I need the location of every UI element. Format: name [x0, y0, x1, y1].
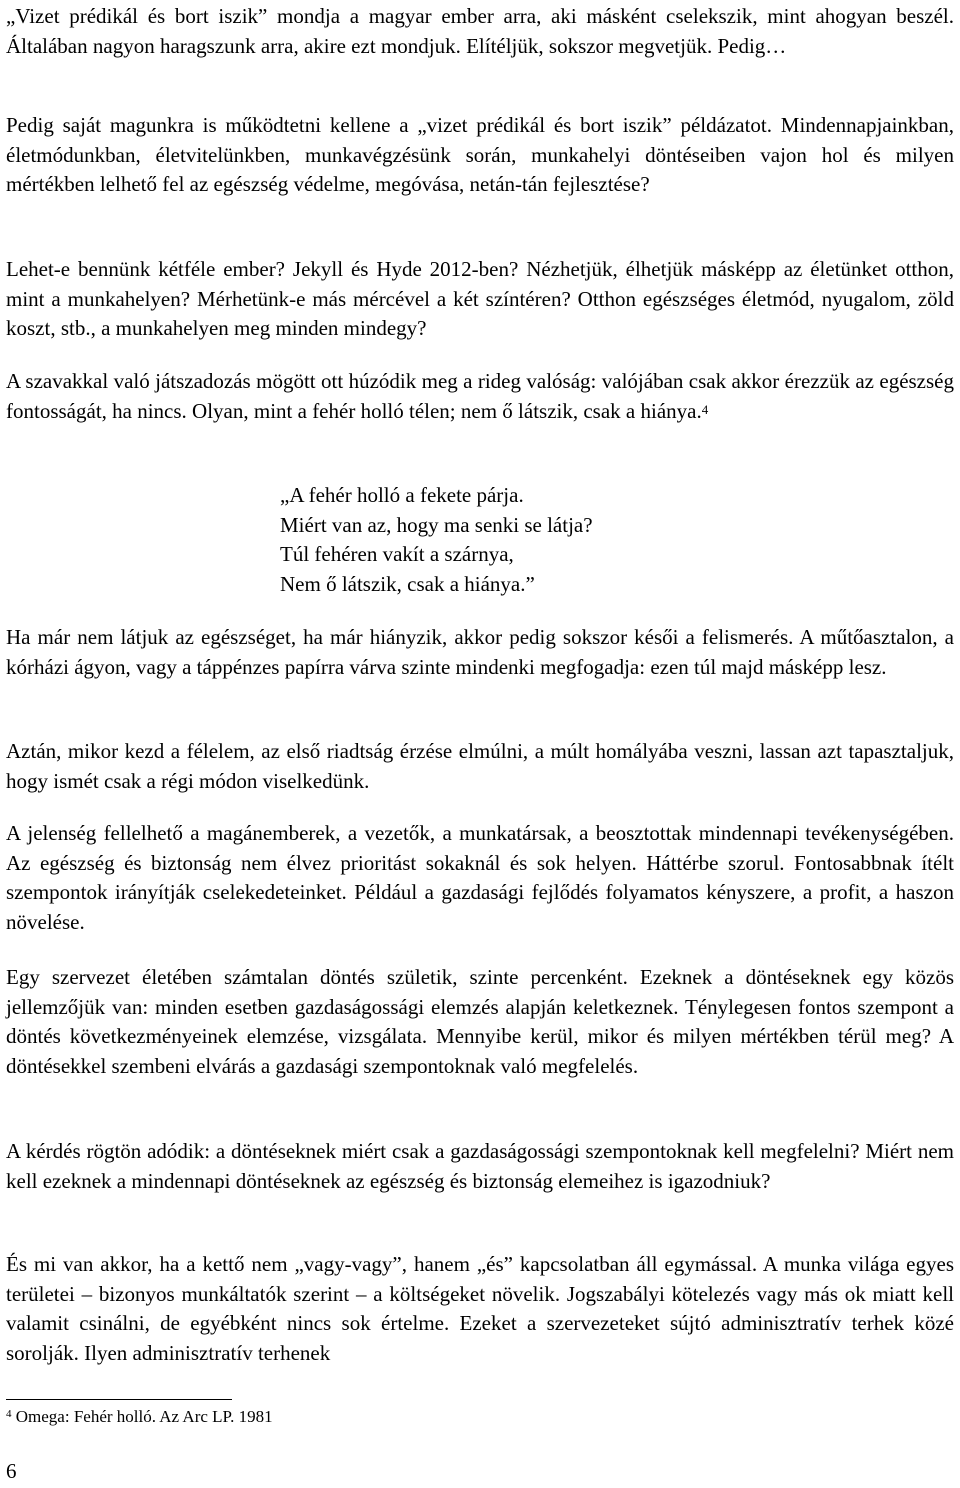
poem-line: Miért van az, hogy ma senki se látja?: [280, 512, 593, 537]
poem-quote: [280, 481, 780, 599]
footnote-text: Omega: Fehér holló. Az Arc LP. 1981: [15, 1407, 273, 1426]
page-number: 6: [6, 1459, 17, 1483]
poem-line: „A fehér holló a fekete párja.: [280, 483, 524, 507]
paragraph-9: A kérdés rögtön adódik: a döntéseknek miért csak a gazdaságossági szempontoknak kell megfelelni? Miért nem kell ezeknek a mindennapi döntéseknek az egészség és biztonság elemeihez is igazodniuk?: [6, 1139, 954, 1193]
paragraph-5: Ha már nem látjuk az egészséget, ha már hiányzik, akkor pedig sokszor késői a felismerés. A műtőasztalon, a kórházi ágyon, vagy a táppénzes papírra várva szinte mindenki megfogadja: ezen túl majd másképp lesz.: [6, 625, 954, 679]
paragraph-1: „Vizet prédikál és bort iszik” mondja a magyar ember arra, aki másként cselekszik, mint ahogyan beszél. Általában nagyon haragszunk arra, akire ezt mondjuk. Elítéljük, sokszor megvetjük. Pedig…: [6, 4, 954, 58]
paragraph-2: Pedig saját magunkra is működtetni kellene a „vizet prédikál és bort iszik” példázatot. Mindennapjainkban, életmódunkban, életvitelünkben, munkavégzésünk során, munkahelyi döntéseiben vajon hol és milyen mértékben lelhető fel az egészség védelme, megóvása, netán-tán fejlesztése?: [6, 113, 954, 196]
paragraph-8: Egy szervezet életében számtalan döntés születik, szinte percenként. Ezeknek a döntéseknek egy közös jellemzőjük van: minden esetben gazdaságossági elemzés alapján keletkeznek. Ténylegesen fontos szempont a döntés következményeinek elemzése, vizsgálata. Mennyibe kerül, mikor és milyen mértékben térül meg? A döntésekkel szembeni elvárás a gazdasági szempontoknak való megfelelés.: [6, 965, 954, 1078]
paragraph-3: Lehet-e bennünk kétféle ember? Jekyll és Hyde 2012-ben? Nézhetjük, élhetjük másképp az életünket otthon, mint a munkahelyen? Mérhetünk-e más mércével a két színtéren? Otthon egészséges életmód, nyugalom, zöld koszt, stb., a munkahelyen meg minden mindegy?: [6, 257, 954, 340]
poem-line: Nem ő látszik, csak a hiánya.”: [280, 571, 535, 596]
footnote-number: 4: [6, 1408, 12, 1420]
poem-line: Túl fehéren vakít a szárnya,: [280, 542, 514, 566]
paragraph-7: A jelenség fellelhető a magánemberek, a vezetők, a munkatársak, a beosztottak mindennapi tevékenységében. Az egészség és biztonság nem élvez prioritást sokaknál és sok helyen. Háttérbe szorul. Fontosabbnak ítélt szempontok irányítják cselekedeteinket. Például a gazdasági fejlődés folyamatos kényszere, a profit, a haszon növelése.: [6, 821, 954, 934]
paragraph-4-text: A szavakkal való játszadozás mögött ott húzódik meg a rideg valóság: valójában csak akkor érezzük az egészség fontosságát, ha nincs. Olyan, mint a fehér holló télen; nem ő látszik, csak a hiánya.: [6, 369, 954, 423]
paragraph-10: És mi van akkor, ha a kettő nem „vagy-vagy”, hanem „és” kapcsolatban áll egymással. A munka világa egyes területei – bizonyos munkáltatók szerint – a költségeket növelik. Jogszabályi kötelezés vagy más ok miatt kell valamit csinálni, de egyébként nincs sok értelme. Ezeket a szervezeteket sújtó adminisztratív terhek közé sorolják. Ilyen adminisztratív terhenek: [6, 1252, 954, 1365]
paragraph-4: [6, 367, 954, 426]
footnote-divider: [6, 1399, 232, 1400]
footnote: [6, 1405, 273, 1429]
footnote-reference: 4: [701, 401, 709, 417]
paragraph-6: Aztán, mikor kezd a félelem, az első riadtság érzése elmúlni, a múlt homályába veszni, lassan azt tapasztaljuk, hogy ismét csak a régi módon viselkedünk.: [6, 739, 954, 793]
